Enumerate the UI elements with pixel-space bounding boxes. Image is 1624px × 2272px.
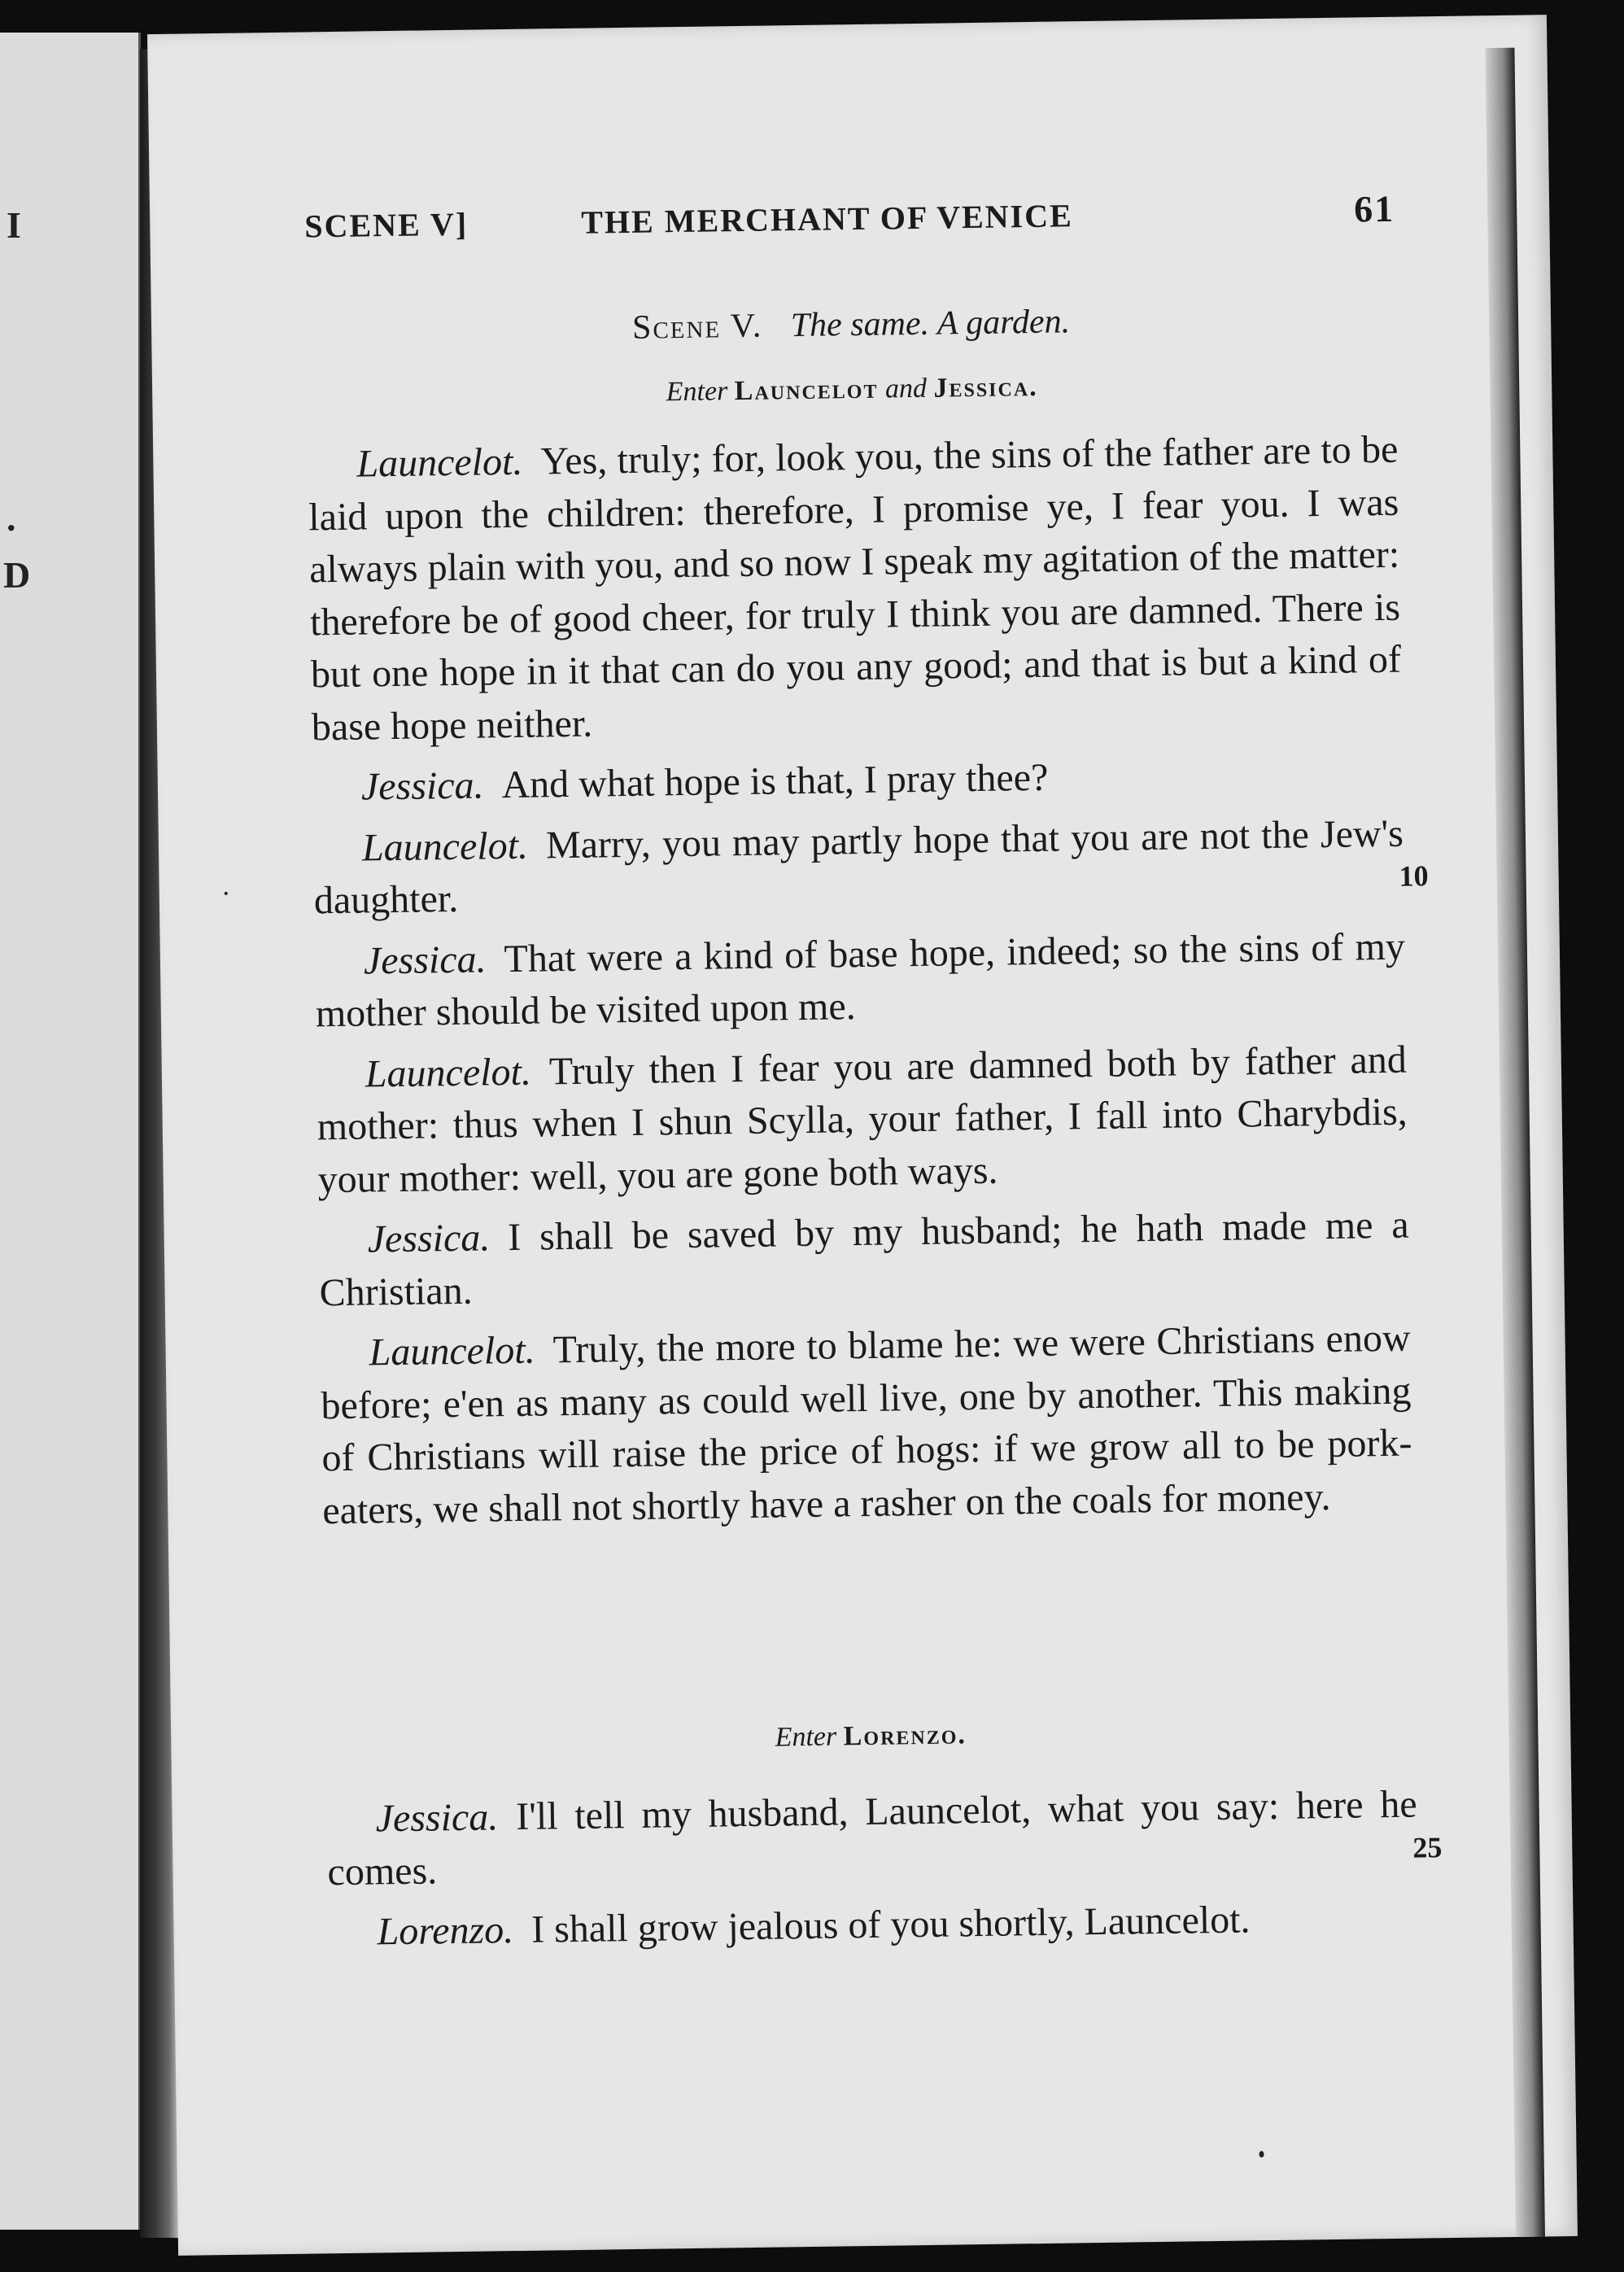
scene-heading xyxy=(306,298,1397,352)
scene-label: Scene V. xyxy=(631,307,763,347)
speaker-name: Jessica. xyxy=(363,937,487,983)
speaker-name: Jessica. xyxy=(367,1216,491,1261)
speech-text: Truly then I fear you are damned both by father and mother: thus when I shun Scylla, your father, I fall into Charybdis, your mother: well, you are gone both ways. xyxy=(317,1038,1408,1201)
stage-direction-verb: Enter xyxy=(666,376,728,408)
ink-speck xyxy=(1259,2151,1264,2157)
running-head-title: THE MERCHANT OF VENICE xyxy=(580,197,1074,241)
speech xyxy=(328,1892,1419,1960)
stage-direction-conj: and xyxy=(884,373,928,404)
stage-direction-name: Lorenzo. xyxy=(843,1719,967,1752)
speech xyxy=(316,1033,1408,1206)
stage-direction xyxy=(307,367,1397,413)
speech-text: Marry, you may partly hope that you are not the Jew's daughter. xyxy=(313,811,1404,923)
stage-direction xyxy=(325,1714,1416,1760)
stage-direction-name: Launcelot xyxy=(734,374,879,407)
speech xyxy=(320,1313,1412,1538)
speech-text: I shall be saved by my husband; he hath made me a Christian. xyxy=(319,1203,1409,1314)
stage-direction-verb: Enter xyxy=(775,1721,837,1753)
left-page-mark: D xyxy=(3,554,31,596)
speech-text: I'll tell my husband, Launcelot, what you say: here he comes. xyxy=(327,1782,1417,1894)
book-page xyxy=(147,15,1578,2256)
line-number: 25 xyxy=(1412,1830,1443,1864)
dialogue-block-1 xyxy=(308,424,1429,1546)
speech-text: Yes, truly; for, look you, the sins of the father are to be laid upon the children: therefore, I promise ye, I fear you. I was always plain with you, and so now I speak my agitation of the matter: therefore be of good cheer, for truly I think you are damned. There is but one hope in it that can do you any good; and that is but a kind of base hope neither. xyxy=(308,427,1402,749)
speaker-name: Jessica. xyxy=(360,763,484,809)
speech xyxy=(326,1779,1443,1899)
running-head-scene: SCENE V] xyxy=(304,205,469,245)
speech xyxy=(315,920,1407,1041)
scene-location: The same. A garden. xyxy=(790,303,1071,345)
speech xyxy=(313,807,1429,928)
speaker-name: Jessica. xyxy=(375,1795,499,1841)
speaker-name: Launcelot. xyxy=(365,1050,532,1096)
speech-text: And what hope is that, I pray thee? xyxy=(501,755,1049,807)
speech-text: That were a kind of base hope, indeed; so the sins of my mother should be visited upon me. xyxy=(315,924,1406,1036)
stage-direction-name: Jessica. xyxy=(933,371,1038,404)
speaker-name: Lorenzo. xyxy=(377,1908,514,1954)
line-number: 10 xyxy=(1399,859,1429,893)
speech-text: Truly, the more to blame he: we were Christians enow before; e'en as many as could well live, one by another. This making of Christians will raise the price of hogs: if we grow all to be pork-eaters, we shall not shortly have a rasher on the coals for money. xyxy=(321,1316,1412,1532)
speech-text: I shall grow jealous of you shortly, Launcelot. xyxy=(530,1898,1251,1951)
speaker-name: Launcelot. xyxy=(369,1328,536,1374)
dialogue-block-2 xyxy=(326,1779,1443,1968)
speech xyxy=(318,1199,1410,1320)
speech xyxy=(308,424,1402,754)
ink-speck xyxy=(225,892,228,895)
running-head xyxy=(304,187,1395,256)
page-edge xyxy=(1485,48,1545,2237)
speaker-name: Launcelot. xyxy=(361,824,529,870)
speaker-name: Launcelot. xyxy=(356,439,523,486)
left-page-mark: . xyxy=(7,497,16,539)
page-number: 61 xyxy=(1353,187,1395,230)
left-page-mark: I xyxy=(7,204,21,246)
speech xyxy=(312,747,1404,815)
left-facing-page xyxy=(0,33,141,2230)
